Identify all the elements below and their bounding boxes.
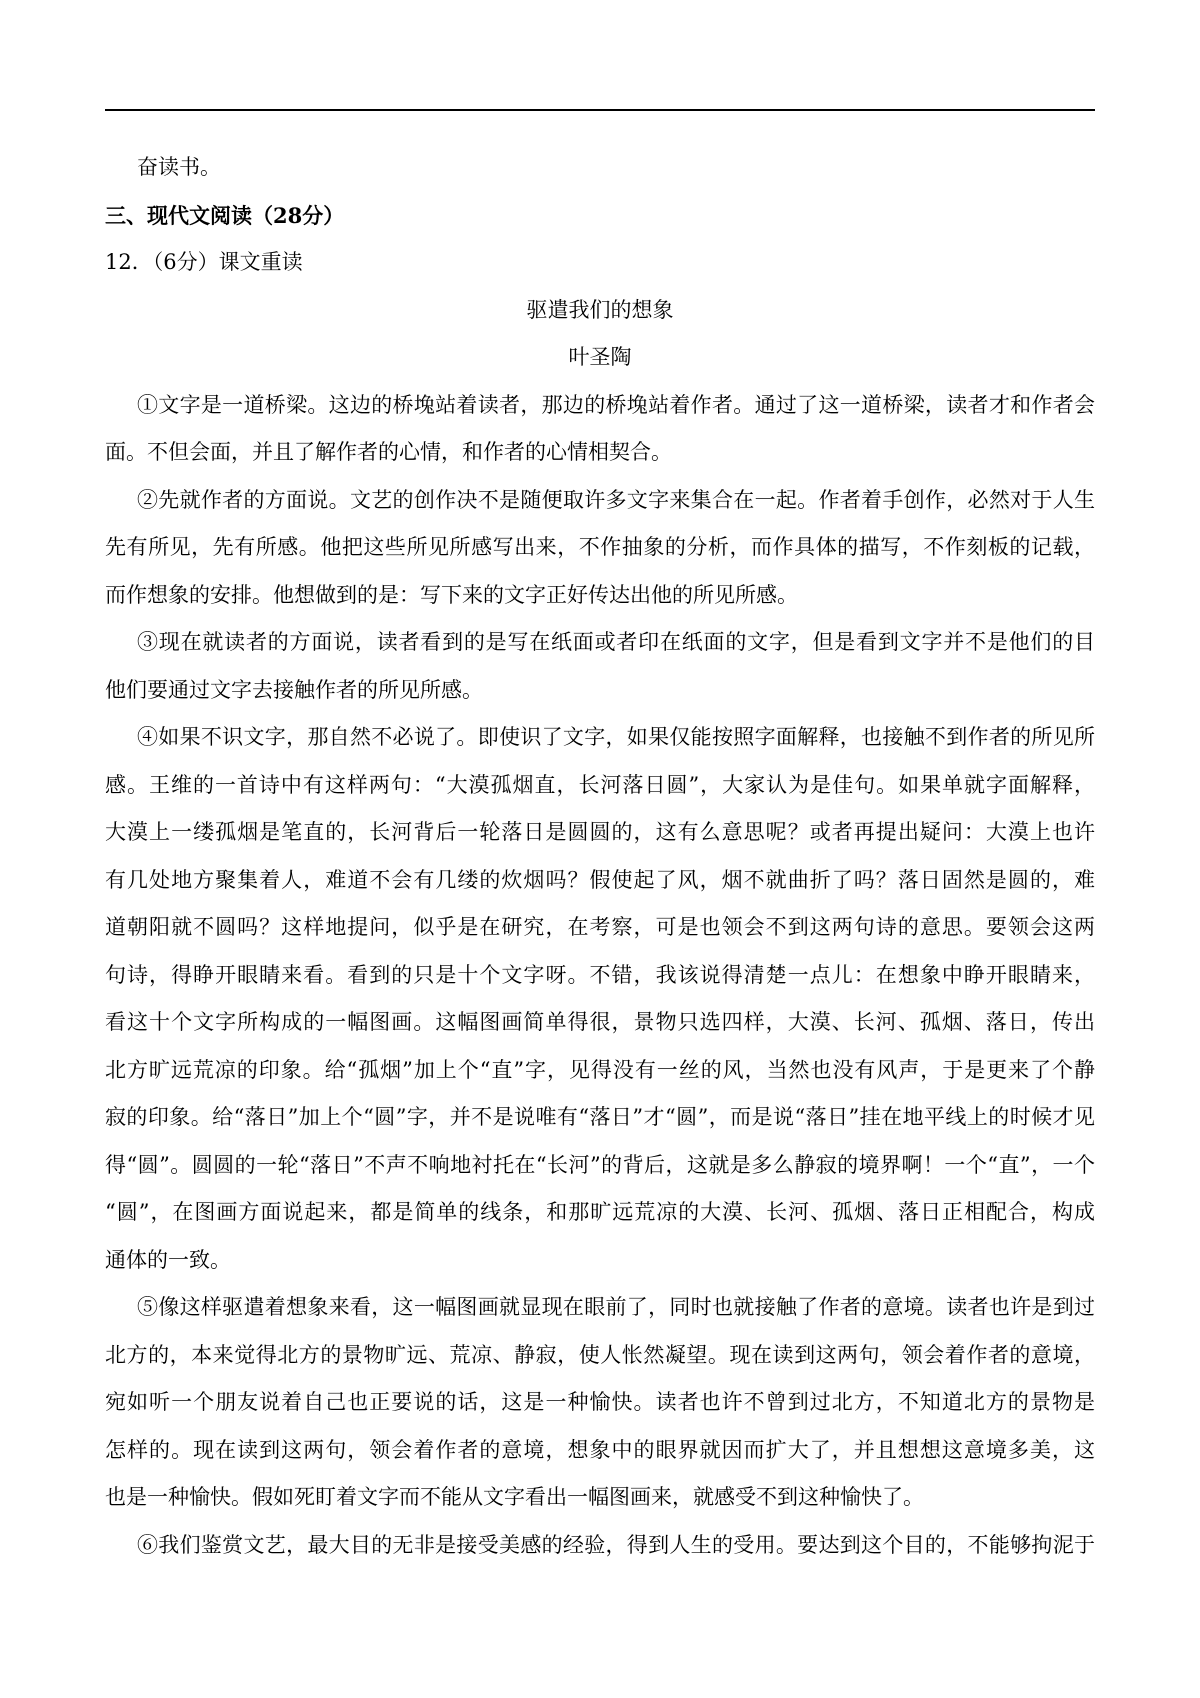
paragraph-2-line-1: ②先就作者的方面说。文艺的创作决不是随便取许多文字来集合在一起。作者着手创作，必然对于人生 <box>137 487 1095 512</box>
paragraph-3-line-1: ③现在就读者的方面说，读者看到的是写在纸面或者印在纸面的文字，但是看到文字并不是他们的目 <box>137 630 1095 654</box>
paragraph-4-line-6: 句诗，得睁开眼睛来看。看到的只是十个文字呀。不错，我该说得清楚一点儿：在想象中睁开眼睛来， <box>105 962 1095 987</box>
section-heading: 三、现代文阅读（28分） <box>105 202 345 228</box>
paragraph-2 <box>105 477 1095 620</box>
paragraph-5 <box>105 1284 1095 1522</box>
paragraph-4-line-10: 得“圆”。圆圆的一轮“落日”不声不响地衬托在“长河”的背后，这就是多么静寂的境界啊！一个“直”，一个 <box>105 1152 1095 1177</box>
paragraph-1 <box>105 382 1095 477</box>
paragraph-1-line-2: 面。不但会面，并且了解作者的心情，和作者的心情相契合。 <box>105 440 672 464</box>
paragraph-4-line-1: ④如果不识文字，那自然不必说了。即使识了文字，如果仅能按照字面解释，也接触不到作者的所见所 <box>137 725 1095 749</box>
paragraph-6-line-1: ⑥我们鉴赏文艺，最大目的无非是接受美感的经验，得到人生的受用。要达到这个目的，不能够拘泥于 <box>137 1532 1095 1557</box>
continuation-text: 奋读书。 <box>137 155 221 179</box>
paragraph-4-line-5: 道朝阳就不圆吗？这样地提问，似乎是在研究，在考察，可是也领会不到这两句诗的意思。要领会这两 <box>105 915 1095 939</box>
article-title: 驱遣我们的想象 <box>526 297 674 322</box>
paragraph-5-line-1: ⑤像这样驱遣着想象来看，这一幅图画就显现在眼前了，同时也就接触了作者的意境。读者也许是到过 <box>137 1295 1095 1319</box>
paragraph-2-line-3: 而作想象的安排。他想做到的是：写下来的文字正好传达出他的所见所感。 <box>105 582 798 607</box>
paragraph-5-line-5: 也是一种愉快。假如死盯着文字而不能从文字看出一幅图画来，就感受不到这种愉快了。 <box>105 1485 924 1509</box>
paragraph-4-line-7: 看这十个文字所构成的一幅图画。这幅图画简单得很，景物只选四样，大漠、长河、孤烟、落日，传出 <box>105 1010 1095 1034</box>
paragraph-4-line-8: 北方旷远荒凉的印象。给“孤烟”加上个“直”字，见得没有一丝的风，当然也没有风声，于是更来了个静 <box>105 1057 1095 1082</box>
paragraph-5-line-3: 宛如听一个朋友说着自己也正要说的话，这是一种愉快。读者也许不曾到过北方，不知道北方的景物是 <box>105 1390 1095 1414</box>
paragraph-6 <box>105 1522 1095 1570</box>
question-label: 12．（6分）课文重读 <box>105 250 303 274</box>
paragraph-4-line-12: 通体的一致。 <box>105 1247 231 1272</box>
paragraph-4-line-11: “圆”，在图画方面说起来，都是简单的线条，和那旷远荒凉的大漠、长河、孤烟、落日正相配合，构成 <box>105 1200 1095 1224</box>
paragraph-4 <box>105 714 1095 1284</box>
paragraph-2-line-2: 先有所见，先有所感。他把这些所见所感写出来，不作抽象的分析，而作具体的描写，不作刻板的记载， <box>105 535 1095 559</box>
paragraph-4-line-9: 寂的印象。给“落日”加上个“圆”字，并不是说唯有“落日”才“圆”，而是说“落日”挂在地平线上的时候才见 <box>105 1105 1095 1129</box>
paragraph-4-line-3: 大漠上一缕孤烟是笔直的，长河背后一轮落日是圆圆的，这有么意思呢？或者再提出疑问：大漠上也许 <box>105 820 1095 844</box>
paragraph-3 <box>105 619 1095 714</box>
paragraph-5-line-4: 怎样的。现在读到这两句，领会着作者的意境，想象中的眼界就因而扩大了，并且想想这意境多美，这 <box>105 1437 1095 1462</box>
header-rule <box>105 109 1095 111</box>
paragraph-4-line-2: 感。王维的一首诗中有这样两句：“大漠孤烟直，长河落日圆”，大家认为是佳句。如果单就字面解释， <box>105 772 1095 797</box>
paragraph-1-line-1: ①文字是一道桥梁。这边的桥堍站着读者，那边的桥堍站着作者。通过了这一道桥梁，读者才和作者会 <box>137 392 1095 417</box>
paragraph-4-line-4: 有几处地方聚集着人，难道不会有几缕的炊烟吗？假使起了风，烟不就曲折了吗？落日固然是圆的，难 <box>105 867 1095 892</box>
article-author: 叶圣陶 <box>568 345 632 369</box>
paragraph-3-line-2: 他们要通过文字去接触作者的所见所感。 <box>105 677 483 702</box>
page-body <box>105 144 1095 1569</box>
paragraph-5-line-2: 北方的，本来觉得北方的景物旷远、荒凉、静寂，使人怅然凝望。现在读到这两句，领会着作者的意境， <box>105 1342 1095 1367</box>
